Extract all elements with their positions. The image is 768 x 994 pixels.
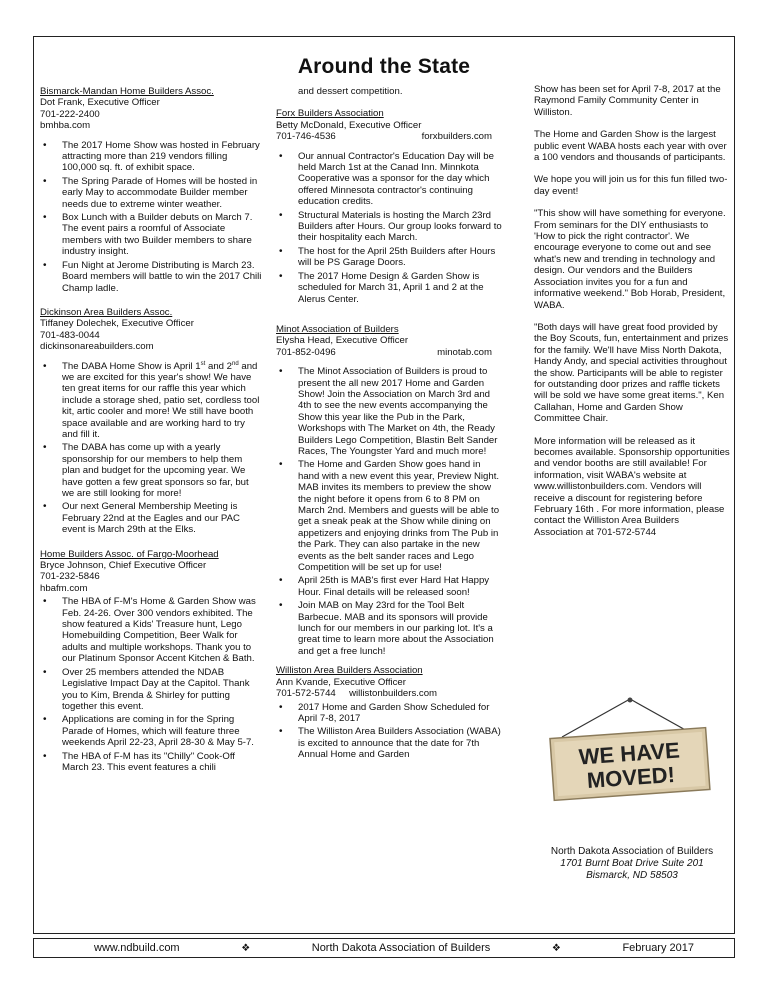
list-item: • Structural Materials is hosting the March 23rd Builders after Hours. Our group looks forward to their hospitality each March.: [276, 210, 504, 244]
list-item: • The 2017 Home Show was hosted in February attracting more than 219 vendors filling 100,000 sq. ft. of exhibit space.: [40, 140, 262, 174]
list-item: • The 2017 Home Design & Garden Show is scheduled for March 31, April 1 and 2 at the Alerus Center.: [276, 271, 504, 305]
bismarck-header: Bismarck-Mandan Home Builders Assoc.: [40, 86, 214, 97]
williston-phone-web: [276, 688, 504, 699]
continued-text: and dessert competition.: [298, 86, 403, 97]
minot-list: [276, 366, 504, 657]
footer-website: www.ndbuild.com: [94, 942, 180, 954]
minot-header: Minot Association of Builders: [276, 323, 399, 335]
address-city: Bismarck, ND 58503: [586, 870, 678, 881]
list-item: • The DABA has come up with a yearly sponsorship for our members to help them plan and budget for the upcoming year. We have gotten a few great sponsors so far, but we are still looking for more!: [40, 442, 262, 499]
fargo-header: Home Builders Assoc. of Fargo-Moorhead: [40, 548, 219, 560]
list-item: • Our annual Contractor's Education Day will be held March 1st at the Canad Inn. Minnkota Cooperative was a sponsor for the day which offered Minnesota contractor's continuing education credits.: [276, 151, 504, 208]
list-item: • Our next General Membership Meeting is February 22nd at the Eagles and our PAC event is March 29th at the Elks.: [40, 501, 262, 535]
page-title: Around the State: [297, 55, 471, 78]
list-item: • The DABA Home Show is April 1st and 2nd and we are excited for this year's show! We have ten great items for our raffle this year which include a storage shed, patio set, cordless tool kit, artic cooler and more! We still have booth space available and are working hard to try and fill it.: [40, 361, 262, 441]
list-item: • April 25th is MAB's first ever Hard Hat Happy Hour. Final details will be released soon!: [276, 575, 504, 598]
list-item: • The Spring Parade of Homes will be hosted in early May to accommodate Builder member needs due to extreme winter weather.: [40, 176, 262, 210]
address-org: North Dakota Association of Builders: [550, 846, 714, 857]
bismarck-web: bmhba.com: [40, 120, 91, 132]
list-item: • Applications are coming in for the Spring Parade of Homes, which will feature three weekends April 22-23, April 28-30 & May 5-7.: [40, 714, 262, 748]
dickinson-list: [40, 361, 262, 536]
paragraph: More information will be released as it becomes available. Sponsorship opportunities and vendor booths are still available! For information, visit WABA's website at www.willistonbuilders.com. Vendors will receive a discount for registering before February 16th . For more information, please contact the Williston Area Builders Association at 701-572-5744: [534, 435, 730, 538]
we-have-moved-sign: [540, 697, 720, 802]
sign-line-2: MOVED!: [586, 761, 676, 794]
forx-phone: 701-746-4536: [276, 131, 336, 143]
dickinson-contact: Tiffaney Dolechek, Executive Officer: [40, 318, 194, 330]
fargo-web: hbafm.com: [40, 582, 88, 594]
minot-web: minotab.com: [437, 346, 492, 358]
paragraph: We hope you will join us for this fun filled two-day event!: [534, 174, 728, 197]
list-item: • The Home and Garden Show goes hand in hand with a new event this year, Preview Night. MAB invites its members to preview the show the night before it opens from 6 to 8 PM on March 2nd. Members and guests will be able to get a sneak peak at the Show while dining on appetizers and enjoying drinks from The Pub in the Park. They can also partake in the new events as the belt sander races and Lego Competition will be set up for use!: [276, 459, 504, 573]
williston-contact: Ann Kvande, Executive Officer: [276, 676, 406, 688]
list-item: • 2017 Home and Garden Show Scheduled for April 7-8, 2017: [276, 702, 504, 725]
list-item: • The Minot Association of Builders is proud to present the all new 2017 Home and Garden Show! Join the Association on March 3rd and 4th to see the new events accompanying the Show this year like the Pub in the Park, Workshops with The Market on 4th, the Ready Builders Lego Competition, Blastin Belt Sander Races, The Youngster Yard and much more!: [276, 366, 504, 457]
williston-list: [276, 702, 504, 761]
footer-org: North Dakota Association of Builders: [311, 942, 491, 954]
diamond-icon: ❖: [551, 942, 561, 954]
minot-contact: Elysha Head, Executive Officer: [276, 335, 409, 347]
diamond-icon: ❖: [241, 942, 251, 954]
dickinson-web: dickinsonareabuilders.com: [40, 341, 154, 353]
forx-contact: Betty McDonald, Executive Officer: [276, 119, 422, 131]
list-item: • The HBA of F-M has its "Chilly" Cook-Off March 23. This event features a chili: [40, 751, 262, 774]
page-footer: [33, 938, 735, 958]
paragraph: The Home and Garden Show is the largest public event WABA hosts each year with over a 100 vendors and thousands of participants.: [534, 129, 727, 164]
fargo-list: [40, 596, 262, 773]
williston-header: Williston Area Builders Association: [276, 665, 423, 677]
williston-phone: 701-572-5744: [276, 688, 336, 700]
list-item: • Join MAB on May 23rd for the Tool Belt Barbecue. MAB and its sponsors will provide lunch for our members in our parking lot. It's a great time to learn more about the Association and get a free lunch!: [276, 600, 504, 657]
list-item: • The Williston Area Builders Association (WABA) is excited to announce that the date for 7th Annual Home and Garden: [276, 726, 504, 760]
footer-date: February 2017: [622, 942, 694, 954]
bismarck-list: [40, 140, 262, 294]
bismarck-contact: Dot Frank, Executive Officer: [40, 97, 160, 109]
column-middle: [276, 86, 504, 763]
list-item: • Box Lunch with a Builder debuts on March 7. The event pairs a roomful of Associate members with two Builder members to share industry insight.: [40, 212, 262, 258]
address-street: 1701 Burnt Boat Drive Suite 201: [560, 858, 704, 869]
forx-header: Forx Builders Association: [276, 108, 384, 120]
list-item: • The host for the April 25th Builders after Hours will be PS Garage Doors.: [276, 246, 504, 269]
list-item: • Over 25 members attended the NDAB Legislative Impact Day at the Capitol. Thank you to Kim, Brenda & Shirley for putting together this event.: [40, 667, 262, 713]
fargo-contact: Bryce Johnson, Chief Executive Officer: [40, 560, 207, 572]
paragraph: Show has been set for April 7-8, 2017 at the Raymond Family Community Center in Williston.: [534, 84, 721, 118]
dickinson-header: Dickinson Area Builders Assoc.: [40, 306, 173, 318]
column-right: [534, 84, 730, 549]
column-left: [40, 86, 262, 775]
address-block: [534, 846, 730, 882]
paragraph: "Both days will have great food provided by the Boy Scouts, fun, entertainment and prizes for the family. We'll have Miss North Dakota, Handy Andy, and special activities throughout the show. Participants will be able to register for outstanding door prizes and raffle tickets will be sold we have some great items.", Ken Callahan, Home and Garden Show Committee Chair.: [534, 321, 729, 425]
dickinson-phone: 701-483-0044: [40, 329, 100, 341]
forx-web: forxbuilders.com: [421, 131, 492, 143]
minot-phone: 701-852-0496: [276, 346, 336, 358]
list-item: • The HBA of F-M's Home & Garden Show was Feb. 24-26. Over 300 vendors exhibited. The show featured a Kids' Treasure hunt, Lego Homebuilding Competition, Beer Walk for adults and multiple workshops. Thank you to our Platinum Sponsor Accent Kitchen & Bath.: [40, 596, 262, 664]
forx-list: [276, 151, 504, 305]
bismarck-phone: 701-222-2400: [40, 108, 100, 120]
sign-line-1: WE HAVE: [577, 737, 681, 770]
fargo-phone: 701-232-5846: [40, 571, 100, 583]
williston-web: willistonbuilders.com: [349, 688, 438, 700]
list-item: • Fun Night at Jerome Distributing is March 23. Board members will battle to win the 2017 Chili Champ ladle.: [40, 260, 262, 294]
paragraph: "This show will have something for everyone. From seminars for the DIY enthusiasts to 'How to pick the right contractor'. We encourage everyone to come out and see what's new and trending in technology and design. Our vendors and the Builders Association invites you for a fun and informative weekend." Bob Horab, President, WABA.: [534, 208, 726, 311]
